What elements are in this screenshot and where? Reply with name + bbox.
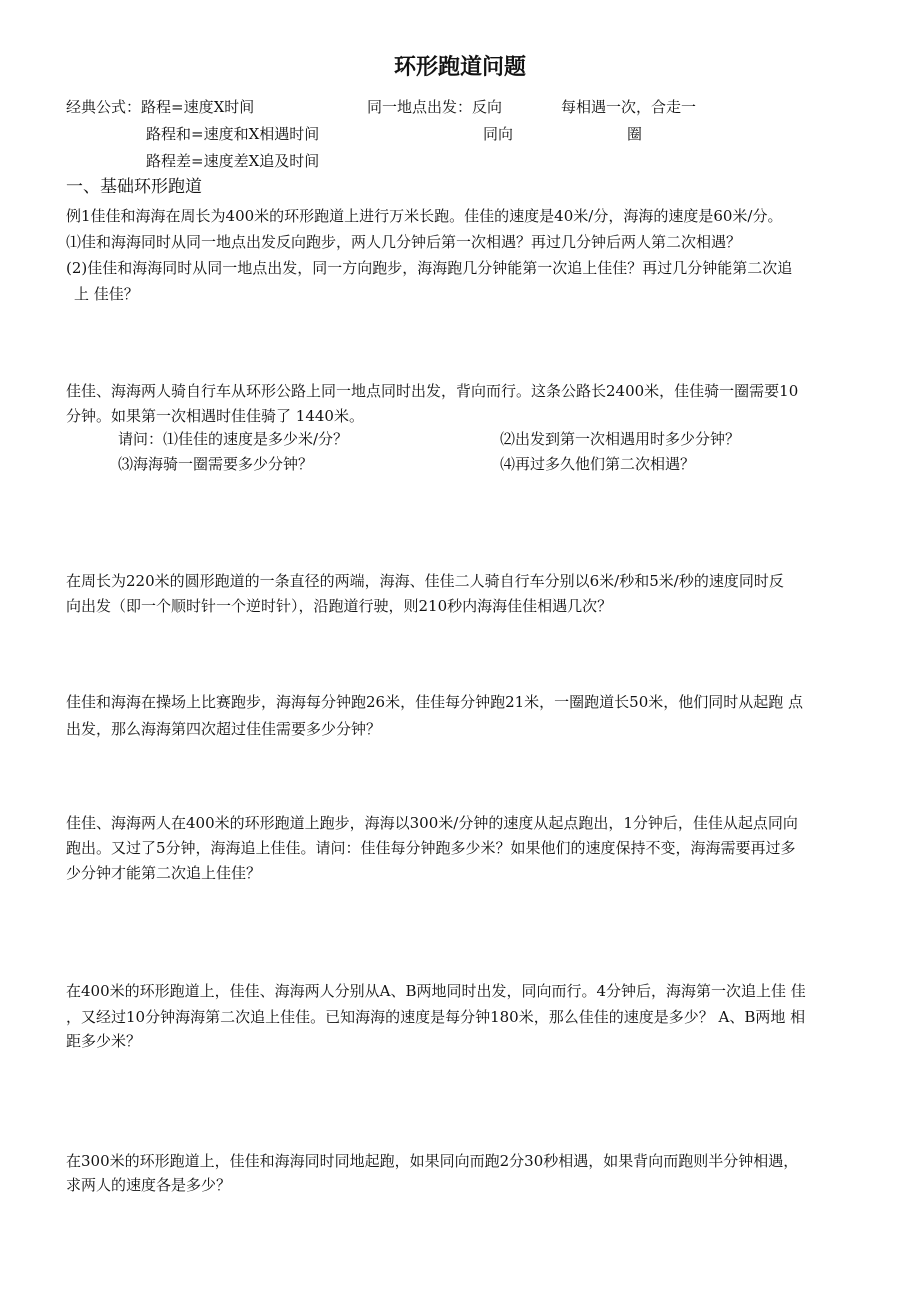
same-point-note: 同一地点出发：反向	[367, 98, 503, 116]
problem5-line: 少分钟才能第二次追上佳佳？	[66, 864, 262, 882]
problem5-line: 佳佳、海海两人在400米的环形跑道上跑步，海海以300米/分钟的速度从起点跑出，1分钟后，佳佳从起点同向	[66, 814, 798, 832]
formula-sum: 路程和=速度和X相遇时间	[146, 125, 320, 143]
problem2-line: 分钟。如果第一次相遇时佳佳骑了 1440米。	[66, 407, 364, 425]
section-heading: 一、基础环形跑道	[66, 177, 202, 197]
problem2-line: 佳佳、海海两人骑自行车从环形公路上同一地点同时出发，背向而行。这条公路长2400米，佳佳骑一圈需要10	[66, 382, 799, 400]
problem6-line: ，又经过10分钟海海第二次追上佳佳。已知海海的速度是每分钟180米，那么佳佳的速度是多少？ A、B两地 相	[66, 1008, 806, 1026]
example1-line: 例1佳佳和海海在周长为400米的环形跑道上进行万米长跑。佳佳的速度是40米/分，海海的速度是60米/分。	[66, 207, 783, 225]
problem6-line: 在400米的环形跑道上，佳佳、海海两人分别从A、B两地同时出发，同向而行。4分钟后，海海第一次追上佳 佳	[66, 982, 806, 1000]
problem2-q2: ⑵出发到第一次相遇用时多少分钟？	[500, 430, 741, 448]
example1-line: ⑴佳和海海同时从同一地点出发反向跑步，两人几分钟后第一次相遇？再过几分钟后两人第二次相遇？	[66, 233, 742, 251]
formula-basic: 经典公式：路程=速度X时间	[66, 98, 255, 116]
problem3-line: 在周长为220米的圆形跑道的一条直径的两端，海海、佳佳二人骑自行车分别以6米/秒和5米/秒的速度同时反	[66, 572, 784, 590]
problem4-line: 佳佳和海海在操场上比赛跑步，海海每分钟跑26米，佳佳每分钟跑21米，一圈跑道长50米，他们同时从起跑 点	[66, 693, 804, 711]
meet-note-cont: 圈	[627, 125, 643, 143]
page-title: 环形跑道问题	[393, 54, 526, 80]
problem2-q3: ⑶海海骑一圈需要多少分钟？	[118, 455, 314, 473]
problem3-line: 向出发（即一个顺时针一个逆时针），沿跑道行驶，则210秒内海海佳佳相遇几次？	[66, 597, 613, 615]
meet-note: 每相遇一次，合走一	[561, 98, 697, 116]
example1-line: (2)佳佳和海海同时从同一地点出发，同一方向跑步，海海跑几分钟能第一次追上佳佳？再过几分钟能第二次追	[66, 259, 793, 277]
problem4-line: 出发，那么海海第四次超过佳佳需要多少分钟？	[66, 720, 382, 738]
problem7-line: 求两人的速度各是多少？	[66, 1176, 232, 1194]
same-direction-note: 同向	[483, 125, 514, 143]
problem5-line: 跑出。又过了5分钟，海海追上佳佳。请问：佳佳每分钟跑多少米？如果他们的速度保持不变，海海需要再过多	[66, 839, 796, 857]
formula-diff: 路程差=速度差X追及时间	[146, 152, 320, 170]
example1-line: 上 佳佳？	[74, 285, 139, 303]
problem2-q1: 请问：⑴佳佳的速度是多少米/分？	[118, 430, 349, 448]
problem2-q4: ⑷再过多久他们第二次相遇？	[500, 455, 696, 473]
problem6-line: 距多少米？	[66, 1032, 142, 1050]
problem7-line: 在300米的环形跑道上，佳佳和海海同时同地起跑，如果同向而跑2分30秒相遇，如果背向而跑则半分钟相遇，	[66, 1152, 799, 1170]
